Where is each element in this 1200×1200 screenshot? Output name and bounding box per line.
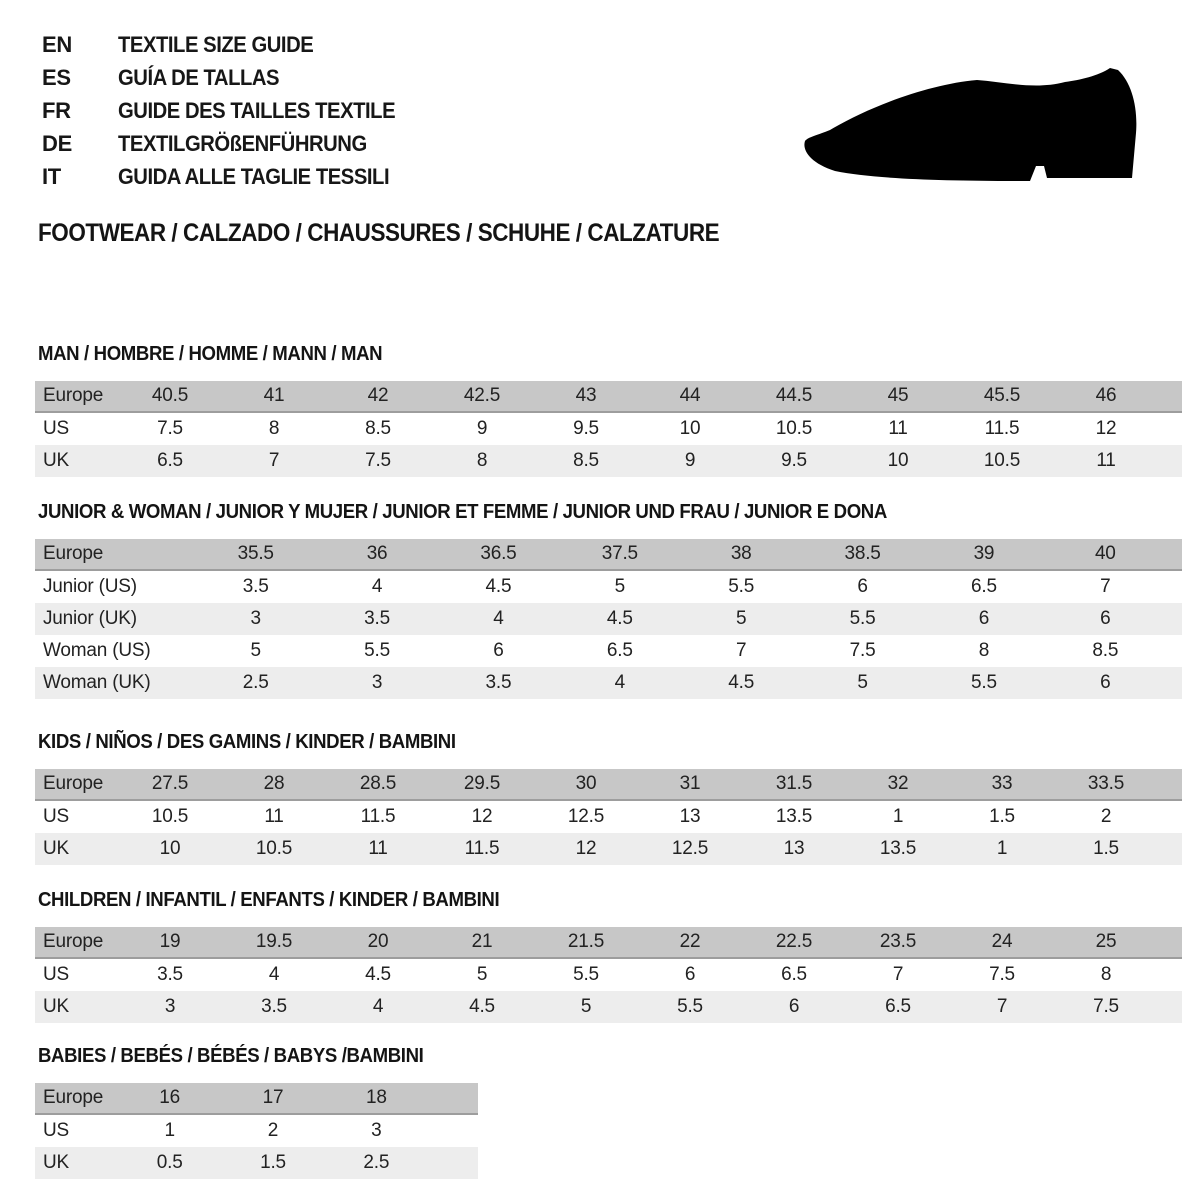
table-row <box>35 667 1182 699</box>
size-cell: 10 <box>159 838 181 859</box>
size-cell: 2.5 <box>242 672 269 693</box>
table-row <box>35 801 1182 833</box>
section-children <box>35 887 1182 1023</box>
size-cell: 4 <box>372 996 384 1017</box>
size-cell: 43 <box>575 385 597 406</box>
size-cell: 1 <box>996 838 1008 859</box>
size-cell: 39 <box>973 543 995 564</box>
size-cell: 25 <box>1095 931 1117 952</box>
table-title-kids: KIDS / NIÑOS / DES GAMINS / KINDER / BAMBINI <box>38 731 456 753</box>
table-row <box>35 991 1182 1023</box>
row-label: Europe <box>43 543 104 564</box>
size-cell: 11.5 <box>360 806 396 827</box>
lang-code: DE <box>42 131 72 156</box>
size-cell: 6.5 <box>885 996 911 1017</box>
size-cell: 12 <box>575 838 597 859</box>
size-cell: 5.5 <box>677 996 703 1017</box>
table-title-man: MAN / HOMBRE / HOMME / MANN / MAN <box>38 343 383 365</box>
size-cell: 23.5 <box>879 931 917 952</box>
size-cell: 5.5 <box>849 608 876 629</box>
lang-row-en <box>42 28 419 61</box>
table-row <box>35 445 1182 477</box>
size-cell: 7 <box>268 450 280 471</box>
row-label: Europe <box>43 385 104 406</box>
size-cell: 7.5 <box>157 418 183 439</box>
size-cell: 32 <box>887 773 909 794</box>
lang-row-fr <box>42 94 419 127</box>
lang-code: FR <box>42 98 71 123</box>
size-cell: 13 <box>783 838 805 859</box>
size-cell: 4 <box>371 576 383 597</box>
lang-code: ES <box>42 65 71 90</box>
size-cell: 4 <box>493 608 504 629</box>
size-cell: 10 <box>887 450 909 471</box>
size-cell: 7 <box>1100 576 1111 597</box>
size-cell: 8 <box>1100 964 1112 985</box>
size-cell: 42 <box>367 385 389 406</box>
size-cell: 3.5 <box>485 672 512 693</box>
size-cell: 1.5 <box>260 1152 286 1173</box>
size-cell: 29.5 <box>463 773 501 794</box>
lang-title: GUIDA ALLE TAGLIE TESSILI <box>118 164 390 189</box>
size-cell: 12 <box>471 806 493 827</box>
size-cell: 7 <box>736 640 747 661</box>
size-cell: 3 <box>371 672 383 693</box>
size-table-man <box>35 381 1182 477</box>
table-header-row <box>35 539 1182 571</box>
size-cell: 20 <box>367 931 389 952</box>
size-cell: 42.5 <box>463 385 501 406</box>
size-cell: 11 <box>1096 450 1116 471</box>
row-label: Woman (US) <box>43 640 151 661</box>
size-cell: 1.5 <box>1093 838 1119 859</box>
size-cell: 21.5 <box>567 931 605 952</box>
size-cell: 37.5 <box>601 543 638 564</box>
size-cell: 38 <box>730 543 752 564</box>
row-label: UK <box>43 838 69 859</box>
size-cell: 24 <box>991 931 1013 952</box>
row-label: UK <box>43 996 69 1017</box>
size-cell: 27.5 <box>151 773 189 794</box>
size-cell: 5 <box>476 964 488 985</box>
size-cell: 3 <box>164 996 176 1017</box>
row-label: Europe <box>43 773 104 794</box>
size-cell: 1 <box>892 806 904 827</box>
size-cell: 9 <box>476 418 488 439</box>
size-cell: 11.5 <box>984 418 1020 439</box>
size-cell: 19.5 <box>255 931 293 952</box>
size-cell: 33 <box>991 773 1013 794</box>
size-cell: 22 <box>679 931 701 952</box>
size-cell: 36 <box>366 543 388 564</box>
lang-row-de <box>42 127 419 160</box>
size-cell: 8.5 <box>573 450 599 471</box>
size-cell: 9.5 <box>573 418 599 439</box>
lang-row-es <box>42 61 419 94</box>
table-row <box>35 1147 478 1179</box>
row-label: US <box>43 418 69 439</box>
table-row <box>35 833 1182 865</box>
size-cell: 10.5 <box>151 806 189 827</box>
size-cell: 30 <box>575 773 597 794</box>
section-kids <box>35 729 1182 865</box>
size-cell: 11.5 <box>464 838 500 859</box>
size-cell: 6 <box>684 964 696 985</box>
table-title-children: CHILDREN / INFANTIL / ENFANTS / KINDER / BAMBINI <box>38 889 500 911</box>
language-title-list <box>42 28 419 193</box>
size-table-children <box>35 927 1182 1023</box>
size-table-kids <box>35 769 1182 865</box>
size-cell: 2 <box>1100 806 1112 827</box>
size-cell: 3.5 <box>157 964 183 985</box>
size-cell: 5 <box>580 996 592 1017</box>
table-header-row <box>35 769 1182 801</box>
size-cell: 4 <box>268 964 280 985</box>
size-cell: 7 <box>892 964 904 985</box>
size-cell: 40 <box>1094 543 1116 564</box>
size-cell: 13 <box>679 806 701 827</box>
size-cell: 11 <box>888 418 908 439</box>
row-label: US <box>43 1120 69 1141</box>
size-cell: 44.5 <box>775 385 813 406</box>
lang-title: TEXTILE SIZE GUIDE <box>118 32 314 57</box>
size-cell: 9.5 <box>781 450 807 471</box>
table-title-junior-woman: JUNIOR & WOMAN / JUNIOR Y MUJER / JUNIOR ET FEMME / JUNIOR UND FRAU / JUNIOR E DONA <box>38 501 887 523</box>
size-cell: 4.5 <box>469 996 495 1017</box>
size-cell: 6.5 <box>157 450 183 471</box>
table-row <box>35 413 1182 445</box>
row-label: US <box>43 806 69 827</box>
lang-code: EN <box>42 32 72 57</box>
size-cell: 10 <box>679 418 701 439</box>
size-cell: 7.5 <box>989 964 1015 985</box>
size-cell: 5.5 <box>573 964 599 985</box>
row-label: UK <box>43 1152 69 1173</box>
size-cell: 1.5 <box>989 806 1015 827</box>
size-cell: 41 <box>263 385 285 406</box>
size-cell: 44 <box>679 385 701 406</box>
size-cell: 9 <box>684 450 696 471</box>
size-cell: 3.5 <box>364 608 390 629</box>
row-label: UK <box>43 450 69 471</box>
row-label: Junior (US) <box>43 576 137 597</box>
table-title-babies: BABIES / BEBÉS / BÉBÉS / BABYS /BAMBINI <box>38 1045 424 1067</box>
lang-title: TEXTILGRÖßENFÜHRUNG <box>118 131 367 156</box>
table-header-row <box>35 927 1182 959</box>
size-cell: 3.5 <box>261 996 287 1017</box>
size-cell: 6 <box>1100 608 1111 629</box>
size-table-junior-woman <box>35 539 1182 699</box>
size-cell: 2.5 <box>363 1152 390 1173</box>
size-cell: 6 <box>857 576 868 597</box>
shoe-icon <box>780 38 1180 228</box>
size-cell: 45 <box>887 385 909 406</box>
size-cell: 35.5 <box>237 543 274 564</box>
size-cell: 10.5 <box>983 450 1021 471</box>
table-header-row <box>35 1083 478 1115</box>
row-label: Woman (UK) <box>43 672 151 693</box>
row-label: US <box>43 964 69 985</box>
size-cell: 6.5 <box>606 640 633 661</box>
size-cell: 17 <box>262 1087 284 1108</box>
size-cell: 10.5 <box>775 418 813 439</box>
size-cell: 45.5 <box>983 385 1021 406</box>
row-label: Europe <box>43 931 104 952</box>
size-cell: 4.5 <box>728 672 755 693</box>
size-cell: 5 <box>736 608 747 629</box>
size-cell: 12.5 <box>671 838 709 859</box>
lang-title: GUÍA DE TALLAS <box>118 65 280 90</box>
size-table-babies <box>35 1083 478 1179</box>
size-cell: 3 <box>250 608 261 629</box>
size-cell: 28.5 <box>359 773 397 794</box>
section-junior-woman <box>35 499 1182 699</box>
size-cell: 40.5 <box>151 385 189 406</box>
size-cell: 2 <box>267 1120 279 1141</box>
size-cell: 21 <box>471 931 493 952</box>
size-cell: 8 <box>268 418 280 439</box>
size-cell: 7.5 <box>849 640 876 661</box>
size-cell: 8 <box>476 450 488 471</box>
size-cell: 7 <box>996 996 1008 1017</box>
size-cell: 6 <box>1100 672 1111 693</box>
size-cell: 6.5 <box>971 576 997 597</box>
size-cell: 6 <box>788 996 800 1017</box>
size-cell: 1 <box>164 1120 175 1141</box>
table-row <box>35 635 1182 667</box>
size-cell: 33.5 <box>1087 773 1125 794</box>
size-cell: 4.5 <box>606 608 633 629</box>
size-cell: 16 <box>159 1087 181 1108</box>
table-row <box>35 959 1182 991</box>
size-cell: 8.5 <box>365 418 391 439</box>
size-cell: 46 <box>1095 385 1117 406</box>
size-cell: 4.5 <box>365 964 391 985</box>
table-row <box>35 603 1182 635</box>
size-cell: 4.5 <box>485 576 512 597</box>
size-cell: 13.5 <box>775 806 813 827</box>
row-label: Junior (UK) <box>43 608 137 629</box>
section-man <box>35 341 1182 477</box>
size-cell: 31.5 <box>775 773 813 794</box>
table-row <box>35 571 1182 603</box>
size-cell: 6 <box>493 640 504 661</box>
size-cell: 18 <box>365 1087 387 1108</box>
size-cell: 22.5 <box>775 931 813 952</box>
size-cell: 7.5 <box>1093 996 1119 1017</box>
row-label: Europe <box>43 1087 104 1108</box>
size-cell: 8.5 <box>1092 640 1119 661</box>
lang-row-it <box>42 160 419 193</box>
size-cell: 19 <box>159 931 181 952</box>
size-cell: 12.5 <box>567 806 605 827</box>
size-cell: 0.5 <box>156 1152 183 1173</box>
size-cell: 12 <box>1095 418 1117 439</box>
size-cell: 6 <box>978 608 990 629</box>
lang-code: IT <box>42 164 61 189</box>
size-cell: 38.5 <box>844 543 881 564</box>
size-cell: 7.5 <box>365 450 391 471</box>
size-cell: 31 <box>679 773 701 794</box>
section-babies <box>35 1043 478 1179</box>
table-row <box>35 1115 478 1147</box>
size-cell: 11 <box>264 806 284 827</box>
category-title: FOOTWEAR / CALZADO / CHAUSSURES / SCHUHE / CALZATURE <box>38 219 720 247</box>
size-cell: 5 <box>857 672 868 693</box>
size-cell: 13.5 <box>879 838 917 859</box>
size-cell: 5 <box>250 640 261 661</box>
size-cell: 6.5 <box>781 964 807 985</box>
size-cell: 4 <box>614 672 625 693</box>
lang-title: GUIDE DES TAILLES TEXTILE <box>118 98 396 123</box>
size-cell: 28 <box>263 773 285 794</box>
size-cell: 36.5 <box>480 543 517 564</box>
table-header-row <box>35 381 1182 413</box>
size-cell: 3.5 <box>242 576 269 597</box>
size-cell: 5 <box>614 576 625 597</box>
size-cell: 5.5 <box>364 640 390 661</box>
size-cell: 8 <box>978 640 990 661</box>
size-cell: 5.5 <box>971 672 997 693</box>
size-cell: 5.5 <box>728 576 755 597</box>
size-cell: 3 <box>371 1120 382 1141</box>
size-cell: 11 <box>368 838 388 859</box>
size-cell: 10.5 <box>255 838 293 859</box>
